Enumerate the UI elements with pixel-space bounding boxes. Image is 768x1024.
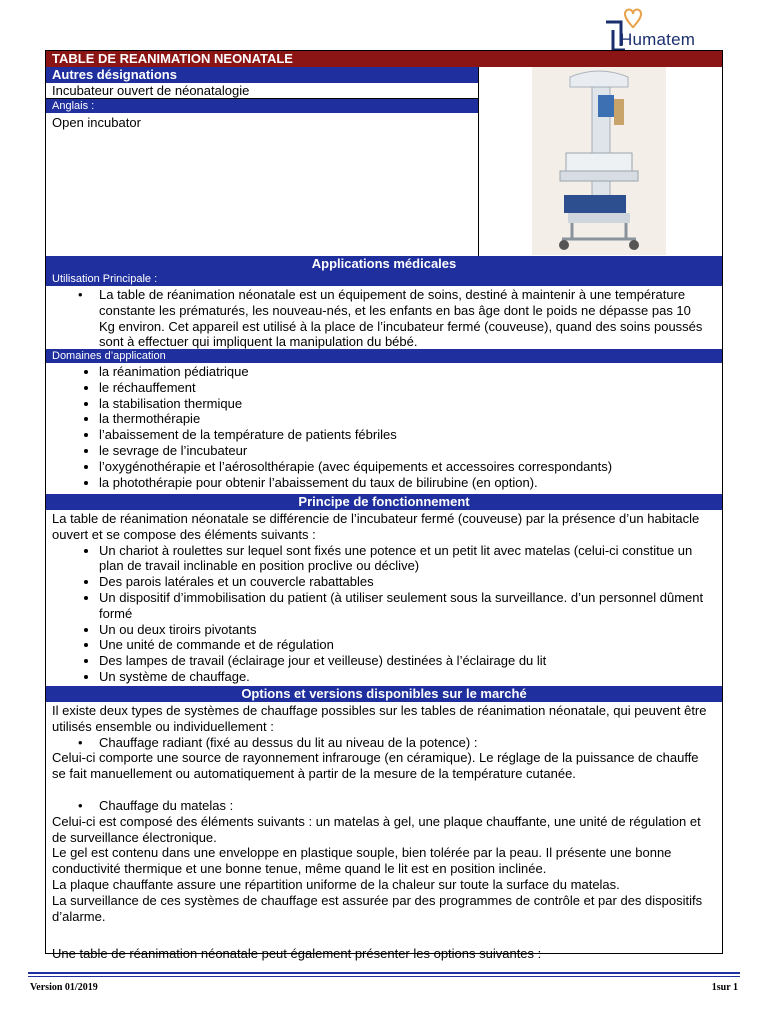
radiant-text: Celui-ci comporte une source de rayonnement infrarouge (en céramique). Le réglage de la puissance de chauffe se fait manuellement ou automatiquement à partir de la mesure de la température cutanée.: [52, 750, 699, 782]
domains-label: Domaines d’application: [46, 349, 722, 363]
english-label: Anglais :: [46, 99, 478, 113]
options-block: [46, 703, 722, 962]
principle-intro: La table de réanimation néonatale se différencie de l’incubateur fermé (couveuse) par la présence d’un habitacle ouvert et se compose des éléments suivants :: [52, 511, 700, 542]
list-item: • la réanimation pédiatrique: [99, 364, 722, 380]
other-names-header: Autres désignations: [46, 67, 478, 83]
footer-divider-thin: [28, 976, 740, 977]
applications-header: Applications médicales: [46, 256, 722, 272]
options-closing: Une table de réanimation néonatale peut également présenter les options suivantes :: [52, 946, 542, 962]
mattress-text-1: Celui-ci est composé des éléments suivants : un matelas à gel, une plaque chauffante, une unité de régulation et de surveillance électronique.: [52, 813, 701, 845]
mattress-title: • Chauffage du matelas :: [46, 798, 722, 814]
mattress-text-3: La plaque chauffante assure une répartition uniforme de la chaleur sur toute la surface du matelas.: [52, 876, 620, 892]
list-item: • la stabilisation thermique: [99, 396, 722, 412]
list-item: • Des lampes de travail (éclairage jour et veilleuse) destinées à l’éclairage du lit: [99, 653, 710, 669]
list-item: • Une unité de commande et de régulation: [99, 637, 710, 653]
document-sheet: [45, 50, 723, 962]
list-item: • Un ou deux tiroirs pivotants: [99, 622, 710, 638]
principle-block: [46, 511, 722, 685]
footer-divider: [28, 972, 740, 974]
main-use-label: Utilisation Principale :: [46, 272, 722, 286]
device-photo: [532, 67, 666, 255]
english-value: Open incubator: [52, 115, 141, 130]
version-label: Version 01/2019: [30, 982, 98, 993]
page-number: 1sur 1: [711, 982, 738, 993]
main-use-block: [46, 287, 722, 350]
list-item: • Un système de chauffage.: [99, 669, 710, 685]
mattress-text-4: La surveillance de ces systèmes de chauffage est assurée par des programmes de contrôle et par des dispositifs d’alarme.: [52, 892, 703, 924]
list-item: • l’abaissement de la température de patients fébriles: [99, 427, 722, 443]
radiant-title: • Chauffage radiant (fixé au dessus du lit au niveau de la potence) :: [46, 735, 722, 751]
designations-panel: [46, 67, 479, 257]
list-item: • la thermothérapie: [99, 411, 722, 427]
list-item: • Un chariot à roulettes sur lequel sont fixés une potence et un petit lit avec matelas (celui-ci constitue un plan de travail inclinable en position proclive ou déclive): [99, 543, 710, 575]
options-header: Options et versions disponibles sur le marché: [46, 686, 722, 702]
domains-list: [46, 364, 722, 490]
mattress-text-2: Le gel est contenu dans une enveloppe en plastique souple, bien tolérée par la peau. Il présente une bonne conductivité thermique et une bonne tenue, même quand le lit est en position inclinée.: [52, 845, 672, 877]
list-item: • Un dispositif d’immobilisation du patient (à utiliser seulement sous la surveillance. d’un personnel dûment formé: [99, 590, 710, 622]
other-names-value: Incubateur ouvert de néonatalogie: [46, 83, 478, 99]
list-item: • le sevrage de l’incubateur: [99, 443, 722, 459]
brand-name: Humatem: [620, 30, 696, 49]
list-item: • le réchauffement: [99, 380, 722, 396]
main-use-text: • La table de réanimation néonatale est un équipement de soins, destiné à maintenir à une température constante les prématurés, les nouveau-nés, et les enfants en bas âge dont le poids ne dépasse pas 10 Kg environ. Cet appareil est utilisé à la place de l’incubateur fermé (couveuse), quand des soins poussés sont à effectuer qui impliquent la manipulation du bébé.: [46, 287, 722, 350]
document-title: TABLE DE REANIMATION NEONATALE: [46, 51, 722, 67]
principle-header: Principe de fonctionnement: [46, 494, 722, 510]
list-item: • l’oxygénothérapie et l’aérosolthérapie (avec équipements et accessoires correspondants): [99, 459, 722, 475]
options-intro: Il existe deux types de systèmes de chauffage possibles sur les tables de réanimation néonatale, qui peuvent être utilisés ensemble ou individuellement :: [52, 703, 707, 734]
list-item: • Des parois latérales et un couvercle rabattables: [99, 574, 710, 590]
list-item: • la photothérapie pour obtenir l’abaissement du taux de bilirubine (en option).: [99, 475, 722, 491]
